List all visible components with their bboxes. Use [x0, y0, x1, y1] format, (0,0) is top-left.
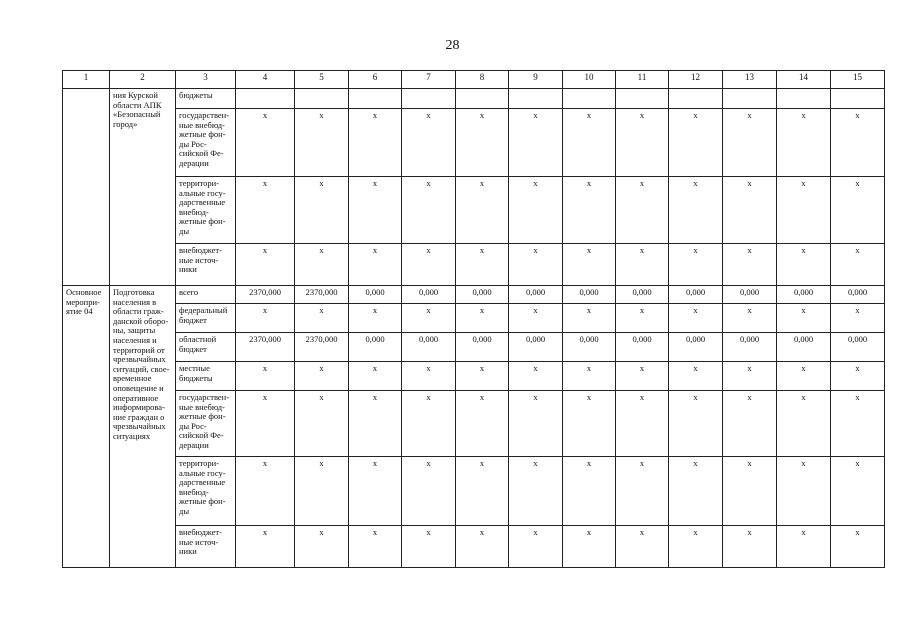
value-cell: x	[563, 391, 616, 457]
header-cell-6: 6	[349, 71, 402, 89]
header-cell-15: 15	[831, 71, 885, 89]
value-cell	[456, 89, 509, 109]
table-row	[63, 391, 885, 457]
value-cell	[236, 89, 295, 109]
value-cell: 2370,000	[295, 333, 349, 362]
value-cell: x	[669, 304, 723, 333]
value-cell: x	[563, 304, 616, 333]
value-cell: x	[616, 304, 669, 333]
page-number: 28	[445, 38, 460, 53]
value-cell: x	[831, 177, 885, 244]
value-cell: x	[236, 526, 295, 568]
value-cell: 0,000	[349, 286, 402, 304]
value-cell	[777, 89, 831, 109]
value-cell: x	[563, 457, 616, 526]
value-cell: x	[723, 244, 777, 286]
value-cell: x	[777, 526, 831, 568]
value-cell: 0,000	[402, 286, 456, 304]
value-cell: x	[402, 244, 456, 286]
value-cell: x	[669, 244, 723, 286]
value-cell: x	[616, 362, 669, 391]
value-cell: x	[402, 526, 456, 568]
value-cell	[723, 89, 777, 109]
value-cell: x	[777, 457, 831, 526]
value-cell: 0,000	[669, 286, 723, 304]
value-cell: x	[563, 177, 616, 244]
header-cell-3: 3	[176, 71, 236, 89]
value-cell: x	[723, 391, 777, 457]
value-cell: x	[349, 526, 402, 568]
value-cell: x	[236, 457, 295, 526]
value-cell: x	[723, 304, 777, 333]
value-cell: x	[777, 391, 831, 457]
value-cell: x	[456, 304, 509, 333]
value-cell: 2370,000	[295, 286, 349, 304]
table-row	[63, 304, 885, 333]
value-cell: x	[669, 362, 723, 391]
header-cell-1: 1	[63, 71, 110, 89]
value-cell: 0,000	[509, 333, 563, 362]
header-row	[63, 71, 885, 89]
value-cell: x	[295, 109, 349, 177]
value-cell: x	[349, 457, 402, 526]
value-cell: x	[509, 177, 563, 244]
measure-code-cell	[63, 89, 110, 286]
value-cell: 0,000	[777, 333, 831, 362]
value-cell: x	[402, 177, 456, 244]
value-cell: x	[236, 109, 295, 177]
value-cell: x	[669, 109, 723, 177]
value-cell: x	[236, 244, 295, 286]
value-cell	[509, 89, 563, 109]
header-cell-4: 4	[236, 71, 295, 89]
value-cell: 2370,000	[236, 333, 295, 362]
value-cell: x	[723, 109, 777, 177]
measure-code-cell: Основное меропри-ятие 04	[63, 286, 110, 568]
header-cell-9: 9	[509, 71, 563, 89]
funding-source-cell: бюджеты	[176, 89, 236, 109]
value-cell	[295, 89, 349, 109]
table-row	[63, 177, 885, 244]
value-cell: x	[236, 304, 295, 333]
funding-source-cell: внебюджет-ные источ-ники	[176, 526, 236, 568]
header-cell-14: 14	[777, 71, 831, 89]
value-cell: x	[402, 362, 456, 391]
value-cell: x	[563, 109, 616, 177]
value-cell: x	[831, 109, 885, 177]
funding-source-cell: территори-альные госу-дарственные внебюд-жетные фон-ды	[176, 457, 236, 526]
value-cell: x	[349, 304, 402, 333]
header-cell-8: 8	[456, 71, 509, 89]
value-cell: x	[723, 457, 777, 526]
value-cell: x	[509, 457, 563, 526]
value-cell: x	[295, 526, 349, 568]
value-cell: x	[236, 391, 295, 457]
value-cell: x	[616, 457, 669, 526]
value-cell: x	[669, 177, 723, 244]
funding-source-cell: государствен-ные внебюд-жетные фон-ды Рос-сийской Фе-дерации	[176, 109, 236, 177]
value-cell: x	[831, 457, 885, 526]
value-cell	[349, 89, 402, 109]
table-row	[63, 109, 885, 177]
value-cell: x	[616, 177, 669, 244]
value-cell: x	[295, 362, 349, 391]
value-cell: x	[509, 304, 563, 333]
value-cell: 0,000	[669, 333, 723, 362]
value-cell: x	[616, 244, 669, 286]
value-cell: x	[456, 457, 509, 526]
table-row	[63, 286, 885, 304]
table-row	[63, 362, 885, 391]
funding-source-cell: областной бюджет	[176, 333, 236, 362]
value-cell: x	[349, 391, 402, 457]
value-cell: x	[669, 457, 723, 526]
value-cell: 0,000	[402, 333, 456, 362]
value-cell: x	[777, 362, 831, 391]
header-cell-10: 10	[563, 71, 616, 89]
value-cell: 0,000	[563, 286, 616, 304]
value-cell: 0,000	[563, 333, 616, 362]
header-cell-13: 13	[723, 71, 777, 89]
value-cell: x	[616, 526, 669, 568]
value-cell: 0,000	[723, 286, 777, 304]
value-cell: x	[777, 244, 831, 286]
value-cell: x	[831, 244, 885, 286]
value-cell: 0,000	[616, 333, 669, 362]
measure-name-cell: Подготовка населения в области граж-данской оборо-ны, защиты населения и территорий от чрезвычайных ситуаций, свое-временное оповещение и оперативное информирова-ние граждан о чрезвычайных ситуациях	[110, 286, 176, 568]
table-row	[63, 457, 885, 526]
value-cell: x	[831, 362, 885, 391]
value-cell: 0,000	[723, 333, 777, 362]
header-cell-12: 12	[669, 71, 723, 89]
header-cell-2: 2	[110, 71, 176, 89]
value-cell: 2370,000	[236, 286, 295, 304]
value-cell: x	[236, 362, 295, 391]
value-cell: 0,000	[616, 286, 669, 304]
value-cell: x	[456, 177, 509, 244]
value-cell	[831, 89, 885, 109]
value-cell: x	[456, 109, 509, 177]
value-cell: x	[616, 109, 669, 177]
value-cell: x	[723, 177, 777, 244]
table-row	[63, 244, 885, 286]
value-cell: x	[295, 177, 349, 244]
value-cell: x	[831, 304, 885, 333]
table-row	[63, 333, 885, 362]
value-cell: x	[777, 177, 831, 244]
value-cell: 0,000	[831, 286, 885, 304]
value-cell: 0,000	[456, 333, 509, 362]
budget-table	[62, 70, 885, 568]
value-cell: x	[295, 244, 349, 286]
value-cell: x	[509, 391, 563, 457]
value-cell: 0,000	[509, 286, 563, 304]
value-cell: x	[349, 362, 402, 391]
value-cell: x	[509, 244, 563, 286]
value-cell: x	[509, 362, 563, 391]
value-cell: x	[456, 391, 509, 457]
value-cell: x	[236, 177, 295, 244]
value-cell: x	[563, 526, 616, 568]
value-cell: x	[295, 304, 349, 333]
header-cell-5: 5	[295, 71, 349, 89]
value-cell: x	[723, 526, 777, 568]
value-cell: x	[402, 391, 456, 457]
value-cell: x	[831, 526, 885, 568]
value-cell: x	[456, 526, 509, 568]
value-cell: x	[777, 109, 831, 177]
value-cell: x	[723, 362, 777, 391]
value-cell: x	[456, 244, 509, 286]
value-cell: 0,000	[777, 286, 831, 304]
value-cell: 0,000	[349, 333, 402, 362]
value-cell: x	[669, 526, 723, 568]
header-cell-11: 11	[616, 71, 669, 89]
value-cell: x	[402, 304, 456, 333]
value-cell: 0,000	[456, 286, 509, 304]
value-cell	[669, 89, 723, 109]
value-cell: x	[509, 109, 563, 177]
value-cell	[616, 89, 669, 109]
value-cell: x	[349, 109, 402, 177]
table-row	[63, 89, 885, 109]
value-cell: x	[456, 362, 509, 391]
funding-source-cell: местные бюджеты	[176, 362, 236, 391]
funding-source-cell: всего	[176, 286, 236, 304]
value-cell: x	[402, 457, 456, 526]
value-cell	[563, 89, 616, 109]
value-cell: x	[777, 304, 831, 333]
funding-source-cell: государствен-ные внебюд-жетные фон-ды Рос-сийской Фе-дерации	[176, 391, 236, 457]
value-cell	[402, 89, 456, 109]
table-row	[63, 526, 885, 568]
measure-name-cell: ния Курской области АПК «Безопасный город»	[110, 89, 176, 286]
value-cell: x	[563, 244, 616, 286]
value-cell: x	[669, 391, 723, 457]
funding-source-cell: федеральный бюджет	[176, 304, 236, 333]
value-cell: x	[349, 177, 402, 244]
value-cell: x	[295, 457, 349, 526]
value-cell: 0,000	[831, 333, 885, 362]
value-cell: x	[563, 362, 616, 391]
header-cell-7: 7	[402, 71, 456, 89]
funding-source-cell: внебюджет-ные источ-ники	[176, 244, 236, 286]
funding-source-cell: территори-альные госу-дарственные внебюд-жетные фон-ды	[176, 177, 236, 244]
value-cell: x	[616, 391, 669, 457]
value-cell: x	[349, 244, 402, 286]
value-cell: x	[402, 109, 456, 177]
value-cell: x	[831, 391, 885, 457]
value-cell: x	[509, 526, 563, 568]
value-cell: x	[295, 391, 349, 457]
